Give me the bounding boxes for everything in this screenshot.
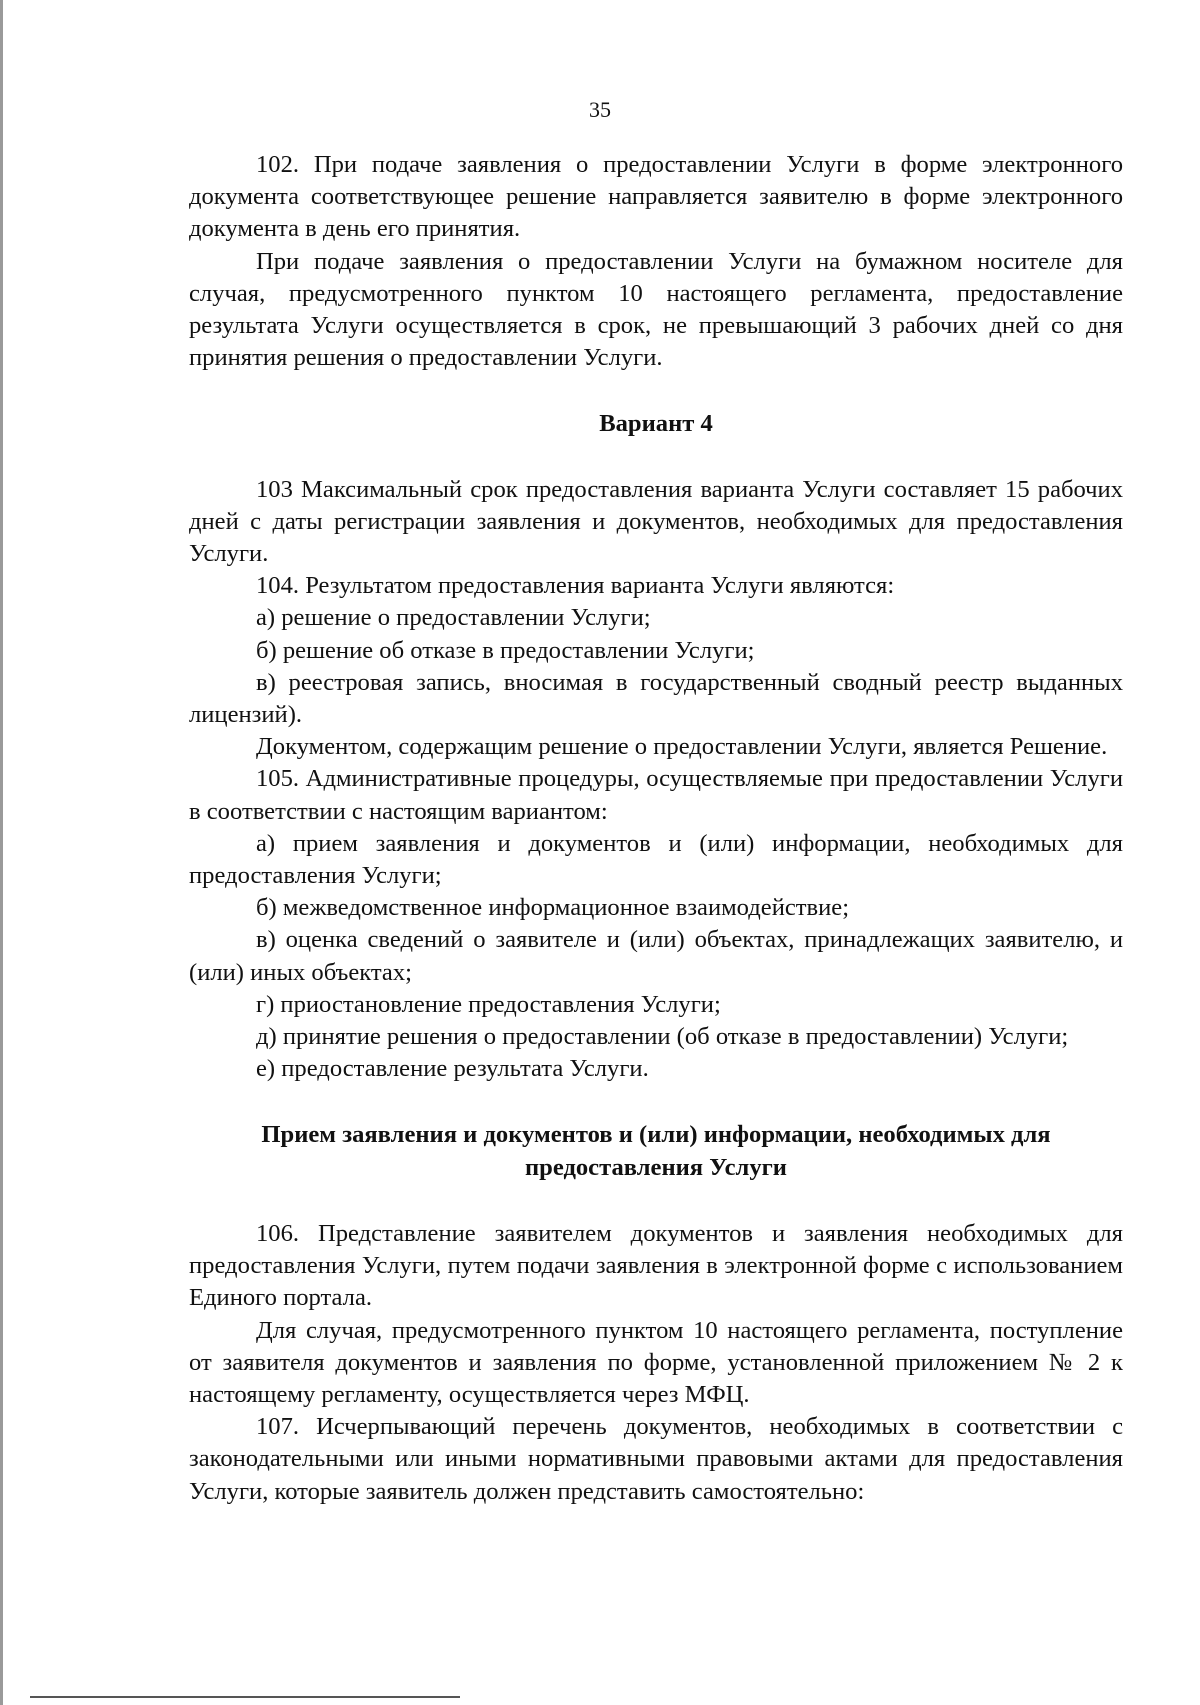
- paragraph-106: 106. Представление заявителем документов и заявления необходимых для предоставления Услуги, путем подачи заявления в электронной форме с использованием Единого портала.: [189, 1219, 1123, 1312]
- list-item-105-g: г) приостановление предоставления Услуги;: [256, 990, 721, 1018]
- footer-rule: [30, 1696, 460, 1698]
- list-item-105-v: в) оценка сведений о заявителе и (или) объектах, принадлежащих заявителю, и (или) иных объектах;: [189, 926, 1123, 986]
- paragraph-107: 107. Исчерпывающий перечень документов, необходимых в соответствии с законодательными или иными нормативными правовыми актами для предоставления Услуги, которые заявитель должен представить самостоятельно:: [189, 1413, 1123, 1505]
- list-item-105-d: д) принятие решения о предоставлении (об отказе в предоставлении) Услуги;: [256, 1023, 1069, 1051]
- list-item-105-b: б) межведомственное информационное взаимодействие;: [256, 894, 850, 922]
- list-item-104-v: в) реестровая запись, вносимая в государственный сводный реестр выданных лицензий).: [189, 668, 1123, 729]
- list-item-105-a: а) прием заявления и документов и (или) информации, необходимых для предоставления Услуги;: [189, 829, 1123, 890]
- document-body: [189, 149, 1123, 1508]
- paragraph-102-paper: При подаче заявления о предоставлении Услуги на бумажном носителе для случая, предусмотренного пунктом 10 настоящего регламента, предоставление результата Услуги осуществляется в срок, не превышающий 3 рабочих дней со дня принятия решения о предоставлении Услуги.: [189, 247, 1123, 372]
- paragraph-106-mfc: Для случая, предусмотренного пунктом 10 настоящего регламента, поступление от заявителя документов и заявления по форме, установленной приложением № 2 к настоящему регламенту, осуществляется через МФЦ.: [189, 1316, 1123, 1408]
- list-item-104-b: б) решение об отказе в предоставлении Услуги;: [256, 636, 755, 664]
- list-item-104-a: а) решение о предоставлении Услуги;: [256, 604, 651, 632]
- paragraph-102: 102. При подаче заявления о предоставлении Услуги в форме электронного документа соответствующее решение направляется заявителю в форме электронного документа в день его принятия.: [189, 151, 1123, 243]
- page-number: 35: [589, 97, 611, 122]
- heading-variant-4: Вариант 4: [599, 410, 713, 438]
- paragraph-105: 105. Административные процедуры, осуществляемые при предоставлении Услуги в соответствии с настоящим вариантом:: [189, 765, 1123, 825]
- heading-section-reception: Прием заявления и документов и (или) информации, необходимых для предоставления Услуги: [261, 1121, 1051, 1181]
- paragraph-decision-document: Документом, содержащим решение о предоставлении Услуги, является Решение.: [256, 733, 1108, 761]
- scan-edge-line: [0, 0, 3, 1705]
- paragraph-104: 104. Результатом предоставления варианта Услуги являются:: [256, 572, 895, 600]
- paragraph-103: 103 Максимальный срок предоставления варианта Услуги составляет 15 рабочих дней с даты регистрации заявления и документов, необходимых для предоставления Услуги.: [189, 475, 1123, 568]
- list-item-105-e: е) предоставление результата Услуги.: [256, 1055, 649, 1083]
